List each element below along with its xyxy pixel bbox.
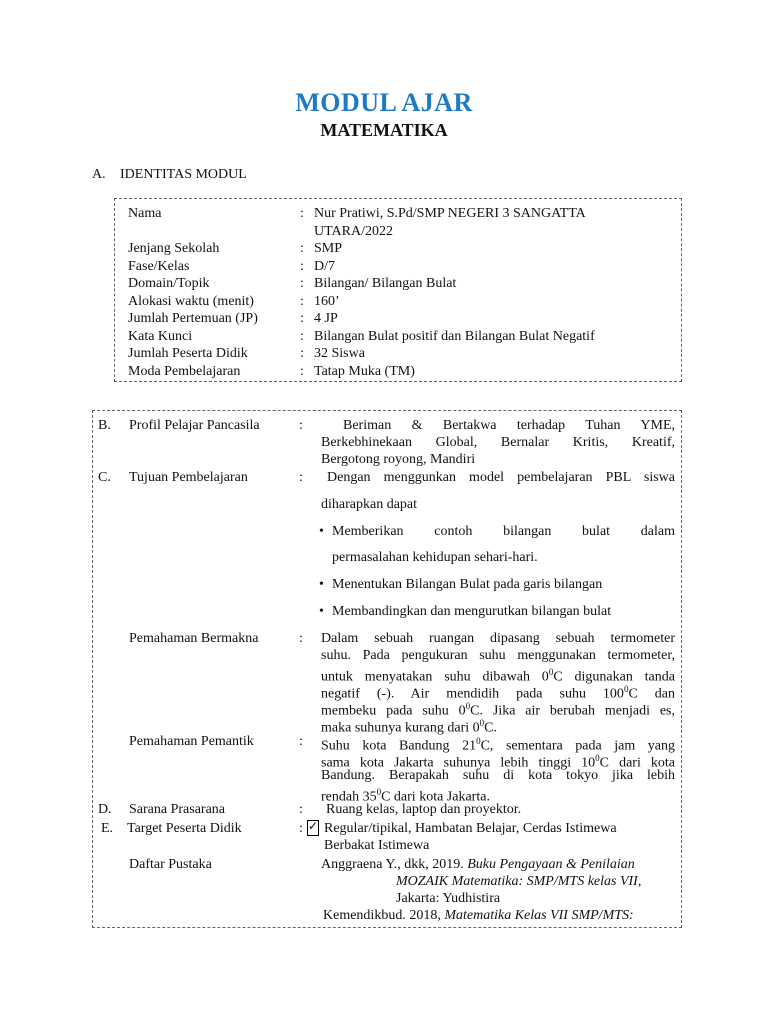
row-value: 160’ bbox=[314, 293, 340, 309]
tujuan-label: Tujuan Pembelajaran bbox=[129, 470, 248, 485]
table-row bbox=[115, 258, 681, 276]
row-colon: : bbox=[299, 631, 303, 646]
profil-text: Beriman & Bertakwa terhadap Tuhan YME, bbox=[343, 418, 675, 433]
row-colon: : bbox=[300, 363, 304, 379]
row-colon: : bbox=[300, 328, 304, 344]
row-value: SMP bbox=[314, 241, 343, 256]
bermakna-line: suhu. Pada pengukuran suhu menggunakan termometer, bbox=[321, 648, 675, 663]
row-colon: : bbox=[300, 293, 304, 309]
table-row bbox=[115, 240, 681, 258]
superscript: 0 bbox=[476, 736, 481, 746]
table-row bbox=[115, 275, 681, 293]
text-span: C. bbox=[484, 720, 497, 736]
section-number: C. bbox=[98, 470, 111, 485]
row-label: Jumlah Pertemuan (JP) bbox=[128, 311, 258, 326]
page-title: MODUL AJAR bbox=[295, 88, 473, 117]
tujuan-bullet: Memberikan contoh bilangan bulat dalam bbox=[332, 524, 675, 539]
row-label: Jenjang Sekolah bbox=[128, 241, 220, 256]
text-span: C dari kota bbox=[599, 755, 675, 771]
profil-line: Berkebhinekaan Global, Bernalar Kritis, Kreatif, bbox=[321, 435, 675, 450]
tujuan-intro-line bbox=[321, 469, 675, 487]
text-span: untuk menyatakan suhu dibawah 0 bbox=[321, 669, 549, 685]
row-colon: : bbox=[300, 258, 304, 274]
pustaka-line bbox=[323, 907, 634, 925]
row-colon: : bbox=[300, 241, 304, 256]
identitas-table bbox=[114, 198, 682, 382]
row-value: Tatap Muka (TM) bbox=[314, 363, 415, 379]
target-line: Berbakat Istimewa bbox=[324, 838, 430, 853]
profil-label: Profil Pelajar Pancasila bbox=[129, 418, 260, 433]
row-colon: : bbox=[299, 802, 303, 817]
superscript: 0 bbox=[376, 787, 382, 797]
tujuan-bullet: Menentukan Bilangan Bulat pada garis bilangan bbox=[332, 577, 603, 592]
row-label: Fase/Kelas bbox=[128, 258, 190, 274]
profil-line: Bergotong royong, Mandiri bbox=[321, 452, 476, 467]
section-label: IDENTITAS MODUL bbox=[120, 167, 247, 182]
superscript: 0 bbox=[623, 684, 629, 694]
superscript: 0 bbox=[595, 753, 600, 763]
row-label: Moda Pembelajaran bbox=[128, 363, 241, 379]
row-label: Kata Kunci bbox=[128, 328, 193, 344]
section-number: B. bbox=[98, 418, 111, 433]
bullet-mark: • bbox=[319, 524, 324, 539]
text-span: rendah 35 bbox=[321, 789, 377, 805]
table-row bbox=[115, 293, 681, 311]
bermakna-line: Dalam sebuah ruangan dipasang sebuah termometer bbox=[321, 631, 675, 646]
pemantik-label: Pemahaman Pemantik bbox=[129, 734, 254, 749]
superscript: 0 bbox=[479, 718, 485, 728]
section-a-heading bbox=[92, 167, 247, 183]
sarana-value: Ruang kelas, laptop dan proyektor. bbox=[326, 802, 522, 817]
row-colon: : bbox=[300, 276, 304, 291]
row-value-line: Nur Pratiwi, S.Pd/SMP NEGERI 3 SANGATTA bbox=[314, 206, 586, 221]
page-subtitle: MATEMATIKA bbox=[320, 120, 448, 140]
superscript: 0 bbox=[548, 667, 554, 677]
row-colon: : bbox=[300, 206, 304, 221]
text-span: membeku pada suhu 0 bbox=[321, 703, 466, 719]
row-label: Jumlah Peserta Didik bbox=[128, 346, 248, 361]
text-span: negatif (-). Air mendidih pada suhu 100 bbox=[321, 686, 624, 702]
row-colon: : bbox=[299, 734, 303, 749]
text-span: sama kota Jakarta suhunya lebih tinggi 10 bbox=[321, 755, 596, 771]
table-row bbox=[115, 345, 681, 363]
superscript: 0 bbox=[465, 701, 471, 711]
row-value: 32 Siswa bbox=[314, 346, 365, 361]
text-span: Suhu kota Bandung 21 bbox=[321, 738, 477, 754]
table-row bbox=[115, 328, 681, 346]
bullet-mark: • bbox=[319, 577, 324, 592]
tujuan-bullet-cont: permasalahan kehidupan sehari-hari. bbox=[332, 550, 538, 565]
module-details-table bbox=[92, 410, 682, 928]
text-span: C. Jika air berubah menjadi es, bbox=[470, 703, 675, 719]
text-span: Anggraena Y., dkk, 2019. bbox=[321, 857, 468, 872]
row-colon: : bbox=[299, 821, 303, 836]
table-row bbox=[115, 205, 681, 240]
text-span: C dan bbox=[628, 686, 675, 702]
row-value: D/7 bbox=[314, 258, 335, 274]
table-row bbox=[115, 310, 681, 328]
pustaka-line: MOZAIK Matematika: SMP/MTS kelas VII, bbox=[396, 874, 642, 889]
table-row bbox=[115, 363, 681, 381]
row-colon: : bbox=[299, 470, 303, 485]
section-number: D. bbox=[98, 802, 112, 817]
row-colon: : bbox=[299, 418, 303, 433]
target-label: Target Peserta Didik bbox=[127, 821, 242, 836]
check-icon: ✓ bbox=[308, 819, 319, 833]
bermakna-label: Pemahaman Bermakna bbox=[129, 631, 259, 646]
text-span: C dari kota Jakarta. bbox=[381, 789, 490, 805]
row-value: Bilangan/ Bilangan Bulat bbox=[314, 276, 457, 291]
target-checkbox[interactable] bbox=[307, 820, 322, 840]
row-colon: : bbox=[300, 346, 304, 361]
pemantik-line: Bandung. Berapakah suhu di kota tokyo jika lebih bbox=[321, 768, 675, 783]
row-value-line: UTARA/2022 bbox=[314, 223, 393, 239]
row-value bbox=[314, 205, 659, 240]
section-number: E. bbox=[101, 821, 114, 836]
row-value: Bilangan Bulat positif dan Bilangan Bulat Negatif bbox=[314, 328, 595, 344]
text-span: Buku Pengayaan & Penilaian bbox=[467, 857, 635, 872]
row-value: 4 JP bbox=[314, 311, 338, 326]
row-label: Nama bbox=[128, 206, 162, 221]
text-span: Kemendikbud. 2018, bbox=[323, 908, 445, 923]
text-span: maka suhunya kurang dari 0 bbox=[321, 720, 480, 736]
row-colon: : bbox=[300, 311, 304, 326]
row-label: Domain/Topik bbox=[128, 276, 210, 291]
profil-line bbox=[321, 417, 675, 435]
pustaka-line: Jakarta: Yudhistira bbox=[396, 891, 501, 906]
checkbox-box bbox=[307, 820, 319, 836]
pustaka-line bbox=[321, 856, 675, 874]
row-label: Alokasi waktu (menit) bbox=[128, 293, 254, 309]
sarana-label: Sarana Prasarana bbox=[129, 802, 226, 817]
tujuan-bullet: Membandingkan dan mengurutkan bilangan bulat bbox=[332, 604, 612, 619]
tujuan-intro-text: Dengan menggunkan model pembelajaran PBL siswa bbox=[327, 470, 675, 485]
text-span: C, sementara pada jam yang bbox=[480, 738, 675, 754]
pustaka-label: Daftar Pustaka bbox=[129, 857, 212, 872]
tujuan-intro-line: diharapkan dapat bbox=[321, 497, 418, 512]
target-line: Regular/tipikal, Hambatan Belajar, Cerdas Istimewa bbox=[324, 821, 617, 836]
bullet-mark: • bbox=[319, 604, 324, 619]
section-number: A. bbox=[92, 167, 106, 182]
text-span: Matematika Kelas VII SMP/MTS: bbox=[444, 908, 634, 923]
text-span: C digunakan tanda bbox=[553, 669, 675, 685]
